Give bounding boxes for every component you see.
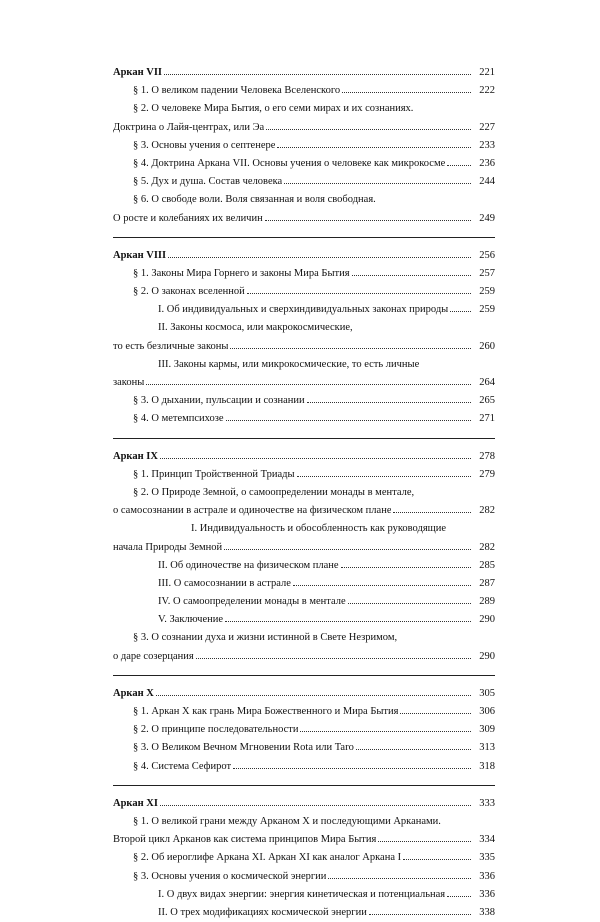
toc-text: § 3. Основы учения о космической энергии — [133, 870, 327, 882]
page-number: 335 — [479, 852, 495, 864]
page-number: 305 — [479, 687, 495, 699]
dot-leader — [164, 74, 471, 75]
toc-text: § 2. О законах вселенной — [133, 286, 245, 298]
toc-text: § 1. О великой грани между Арканом X и последующими Арканами. — [133, 815, 441, 827]
toc-entry — [113, 721, 495, 739]
dot-leader — [284, 183, 471, 184]
toc-text: то есть безличные законы — [113, 340, 229, 352]
dot-leader — [225, 621, 471, 622]
dot-leader — [160, 805, 471, 806]
toc-text: § 3. О сознании духа и жизни истинной в Свете Незримом, — [133, 632, 398, 644]
toc-entry — [113, 301, 495, 319]
toc-line — [113, 356, 495, 374]
toc-text: § 2. Об иероглифе Аркана XI. Аркан XI как аналог Аркана I — [133, 852, 402, 864]
toc-text: § 4. О метемпсихозе — [133, 413, 224, 425]
toc-line — [113, 100, 495, 118]
toc-entry — [113, 392, 495, 410]
toc-entry — [113, 539, 495, 557]
dot-leader — [233, 768, 471, 769]
toc-text: § 1. Аркан X как грань Мира Божественного и Мира Бытия — [133, 706, 399, 717]
toc-text: о самосознании в астрале и одиночестве на физическом плане — [113, 505, 392, 517]
toc-entry — [113, 137, 495, 155]
page-number: 271 — [479, 413, 495, 425]
page-number: 318 — [479, 760, 495, 772]
dot-leader — [447, 896, 471, 897]
toc-entry — [113, 868, 495, 886]
page-number: 264 — [479, 377, 495, 388]
page-number: 265 — [479, 395, 495, 407]
page-number: 227 — [479, 121, 495, 133]
toc-line — [113, 484, 495, 502]
toc-entry — [113, 374, 495, 392]
section-arkan-7 — [113, 64, 495, 228]
dot-leader — [348, 603, 471, 604]
toc-line — [113, 629, 495, 647]
toc-entry — [113, 173, 495, 191]
page-number: 221 — [479, 67, 495, 78]
page-number: 290 — [479, 614, 495, 626]
dot-leader — [369, 914, 471, 915]
page-number: 222 — [479, 85, 495, 97]
toc-text: § 2. О Природе Земной, о самоопределении монады в ментале, — [133, 486, 415, 498]
page-number: 282 — [479, 541, 495, 553]
toc-heading — [113, 685, 495, 703]
page-number: 338 — [479, 906, 495, 918]
toc-text: § 1. Принцип Тройственной Триады — [133, 468, 295, 480]
dot-leader — [293, 585, 471, 586]
toc-text: законы — [113, 377, 145, 388]
dot-leader — [146, 384, 471, 385]
dot-leader — [447, 165, 471, 166]
dot-leader — [400, 713, 471, 714]
toc-line — [113, 813, 495, 831]
toc-text: V. Заключение — [158, 614, 224, 626]
page-number: 290 — [479, 650, 495, 662]
page-number: 289 — [479, 596, 495, 608]
page-number: 336 — [479, 888, 495, 900]
toc-heading — [113, 795, 495, 813]
dot-leader — [156, 695, 471, 696]
toc-entry — [113, 904, 495, 922]
toc-text: § 3. Основы учения о септенере — [133, 139, 276, 151]
toc-text: § 3. О дыхании, пульсации и сознании — [133, 395, 305, 407]
arkan-title: Аркан IX — [113, 450, 158, 462]
toc-heading — [113, 247, 495, 265]
page-number: 249 — [479, 212, 495, 224]
toc-entry — [113, 82, 495, 100]
dot-leader — [226, 420, 471, 421]
page-number: 333 — [479, 797, 495, 809]
toc-entry — [113, 593, 495, 611]
page-number: 336 — [479, 870, 495, 882]
toc-entry — [113, 283, 495, 301]
toc-text: О росте и колебаниях их величин — [113, 212, 263, 224]
toc-line — [113, 191, 495, 209]
toc-text: Доктрина о Лайя-центрах, или Эа — [113, 121, 265, 133]
dot-leader — [403, 859, 471, 860]
page-number: 278 — [479, 450, 495, 462]
arkan-title: Аркан X — [113, 687, 154, 699]
toc-text: § 1. О великом падении Человека Вселенского — [133, 85, 341, 97]
toc-entry — [113, 611, 495, 629]
toc-entry — [113, 648, 495, 666]
page-number: 257 — [479, 267, 495, 279]
toc-entry — [113, 338, 495, 356]
page-number: 334 — [479, 834, 495, 846]
page-number: 306 — [479, 706, 495, 717]
section-arkan-11 — [113, 785, 495, 922]
toc-text: II. О трех модификациях космической энергии — [158, 906, 367, 918]
page-number: 313 — [479, 742, 495, 754]
toc-text: § 6. О свободе воли. Воля связанная и воля свободная. — [133, 194, 376, 206]
toc-text: § 4. Система Сефирот — [133, 760, 232, 772]
dot-leader — [196, 658, 471, 659]
toc-line — [113, 520, 495, 538]
toc-text: I. О двух видах энергии: энергия кинетическая и потенциальная — [158, 888, 446, 900]
toc-entry — [113, 575, 495, 593]
toc-text: § 3. О Великом Вечном Мгновении Rota или Taro — [133, 742, 354, 754]
dot-leader — [266, 129, 471, 130]
page-number: 244 — [479, 176, 495, 188]
dot-leader — [247, 293, 471, 294]
dot-leader — [393, 512, 471, 513]
toc-text: § 2. О человеке Мира Бытия, о его семи мирах и их сознаниях. — [133, 103, 414, 115]
arkan-title: Аркан XI — [113, 797, 158, 809]
toc-text: II. Законы космоса, или макрокосмические, — [158, 322, 353, 334]
dot-leader — [168, 257, 471, 258]
toc-entry — [113, 557, 495, 575]
toc-line — [113, 319, 495, 337]
toc-entry — [113, 849, 495, 867]
page-number: 279 — [479, 468, 495, 480]
dot-leader — [265, 220, 471, 221]
dot-leader — [378, 841, 471, 842]
toc-entry — [113, 758, 495, 776]
page-number: 259 — [479, 286, 495, 298]
toc-entry — [113, 410, 495, 428]
dot-leader — [307, 402, 471, 403]
dot-leader — [277, 147, 471, 148]
toc-text: II. Об одиночестве на физическом плане — [158, 559, 339, 571]
toc-text: I. Индивидуальность и обособленность как руководящие — [191, 523, 447, 535]
page-number: 285 — [479, 559, 495, 571]
table-of-contents — [113, 64, 495, 922]
toc-entry — [113, 210, 495, 228]
toc-text: о даре созерцания — [113, 650, 194, 662]
page-number: 256 — [479, 249, 495, 261]
toc-heading — [113, 64, 495, 82]
dot-leader — [160, 458, 471, 459]
dot-leader — [341, 567, 471, 568]
section-arkan-8 — [113, 237, 495, 429]
page-number: 309 — [479, 724, 495, 736]
toc-entry — [113, 502, 495, 520]
toc-text: § 5. Дух и душа. Состав человека — [133, 176, 283, 188]
toc-text: IV. О самоопределении монады в ментале — [158, 596, 346, 608]
toc-text: § 2. О принципе последовательности — [133, 724, 299, 736]
arkan-title: Аркан VII — [113, 67, 162, 78]
toc-entry — [113, 155, 495, 173]
dot-leader — [297, 476, 471, 477]
toc-entry — [113, 886, 495, 904]
page-number: 282 — [479, 505, 495, 517]
toc-entry — [113, 265, 495, 283]
page-number: 233 — [479, 139, 495, 151]
dot-leader — [328, 878, 471, 879]
toc-heading — [113, 448, 495, 466]
toc-entry — [113, 739, 495, 757]
page-number: 260 — [479, 340, 495, 352]
section-arkan-10 — [113, 675, 495, 776]
toc-text: § 4. Доктрина Аркана VII. Основы учения о человеке как микрокосме — [133, 157, 446, 169]
toc-text: I. Об индивидуальных и сверхиндивидуальных законах природы — [158, 304, 449, 316]
dot-leader — [224, 549, 471, 550]
dot-leader — [352, 275, 471, 276]
section-arkan-9 — [113, 438, 495, 666]
toc-text: Второй цикл Арканов как система принципов Мира Бытия — [113, 834, 377, 846]
toc-entry — [113, 703, 495, 721]
dot-leader — [230, 348, 471, 349]
dot-leader — [450, 311, 471, 312]
toc-text: начала Природы Земной — [113, 541, 223, 553]
toc-entry — [113, 831, 495, 849]
toc-text: III. Законы кармы, или микрокосмические, то есть личные — [158, 358, 420, 370]
toc-entry — [113, 466, 495, 484]
page-number: 287 — [479, 577, 495, 589]
dot-leader — [342, 92, 471, 93]
page-number: 259 — [479, 304, 495, 316]
toc-entry — [113, 119, 495, 137]
toc-text: § 1. Законы Мира Горнего и законы Мира Бытия — [133, 267, 350, 279]
page-number: 236 — [479, 157, 495, 169]
dot-leader — [300, 731, 471, 732]
toc-text: III. О самосознании в астрале — [158, 577, 291, 589]
arkan-title: Аркан VIII — [113, 249, 167, 261]
